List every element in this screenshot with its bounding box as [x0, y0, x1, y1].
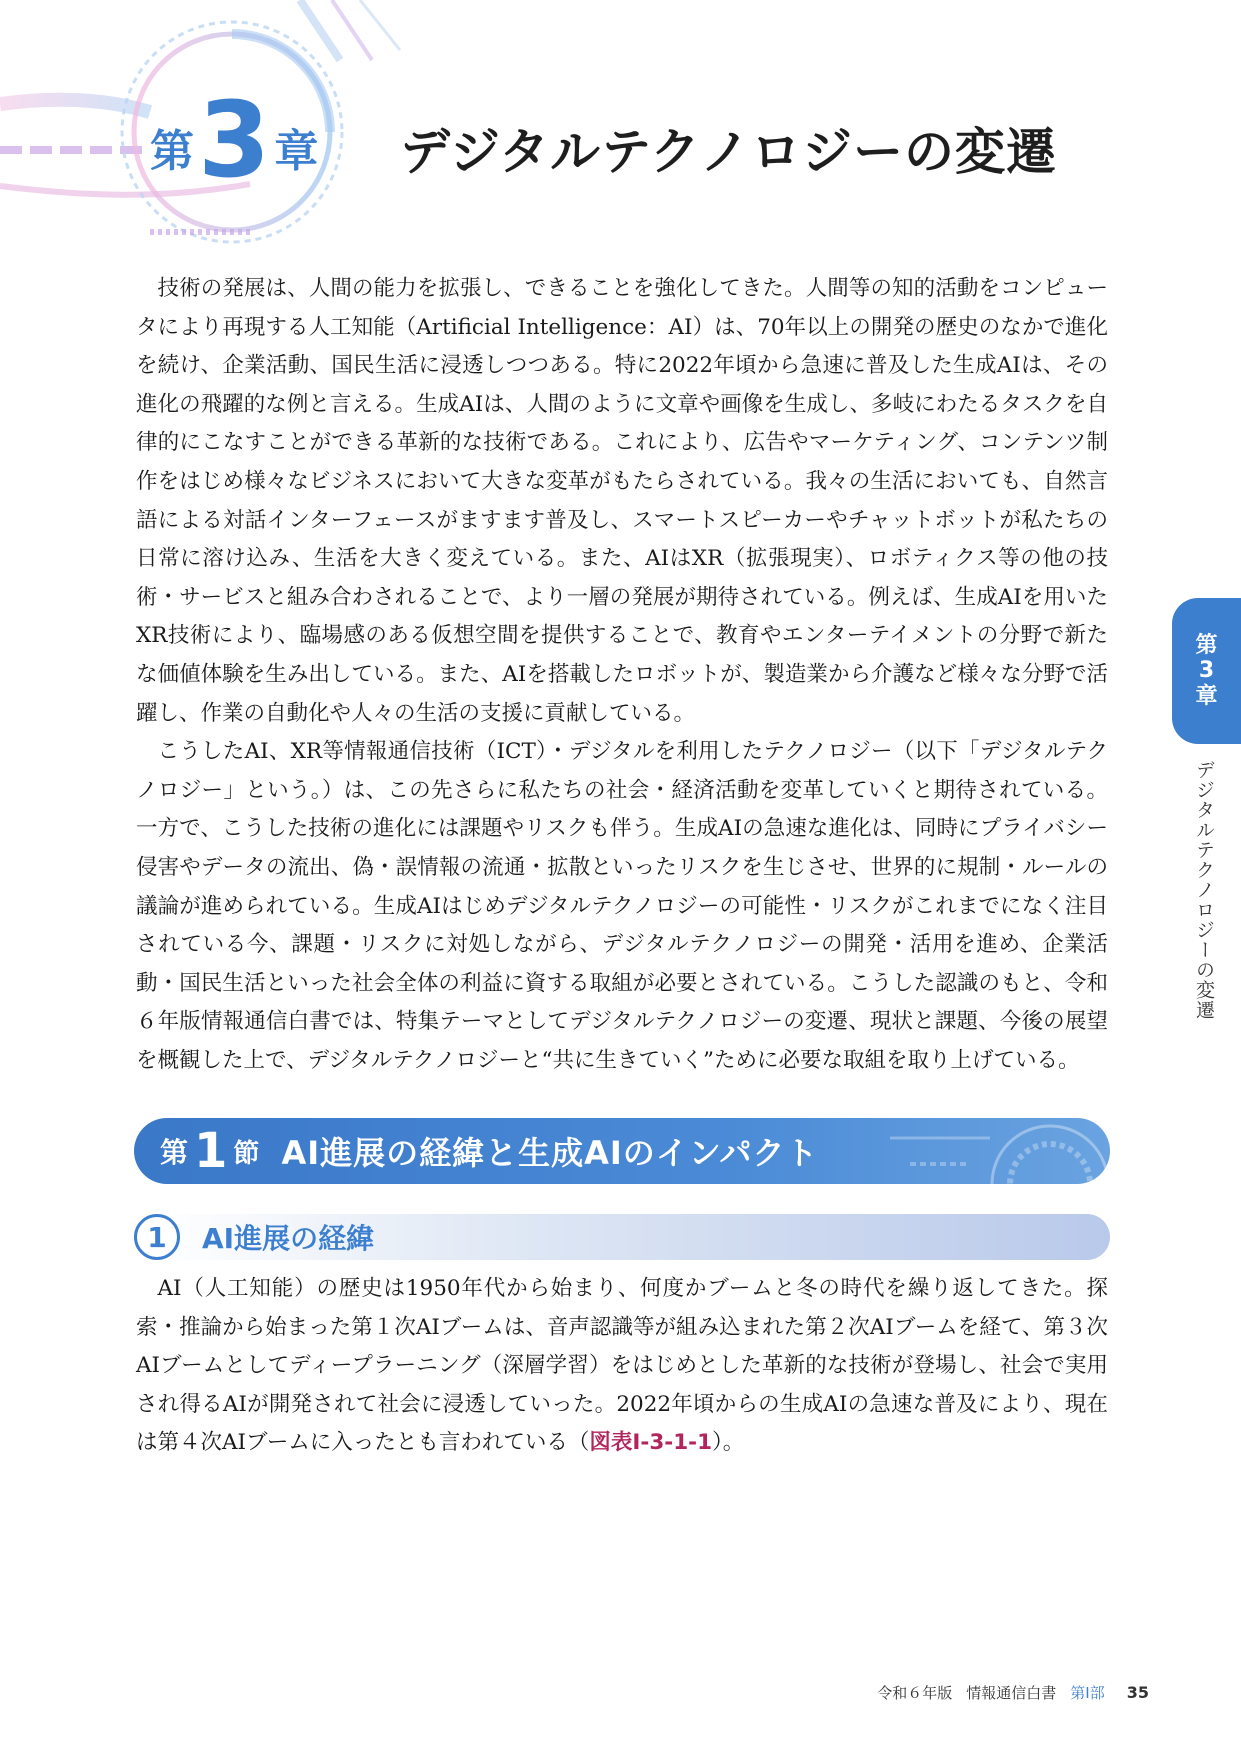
section-text [136, 1270, 1108, 1463]
side-chapter-tab [1172, 598, 1241, 744]
chapter-number: 3 [198, 79, 271, 201]
section-paragraph [136, 1270, 1108, 1463]
side-tab-prefix: 第 [1195, 633, 1218, 659]
page-footer [877, 1682, 1149, 1703]
chapter-prefix: 第 [150, 126, 194, 177]
section-number: 1 [194, 1123, 228, 1179]
side-tab-number: 3 [1198, 658, 1215, 684]
side-tab-suffix: 章 [1195, 683, 1218, 709]
section-heading [134, 1118, 1110, 1184]
section-decoration-icon [850, 1118, 1110, 1184]
section-suffix: 節 [233, 1138, 260, 1169]
intro-paragraph-2: こうしたAI、XR等情報通信技術（ICT）・デジタルを利用したテクノロジー（以下「デジタルテクノロジー」という。）は、この先さらに私たちの社会・経済活動を変革していくと期待されている。一方で、こうした技術の進化には課題やリスクも伴う。生成AIの急速な進化は、同時にプライバシー侵害やデータの流出、偽・誤情報の流通・拡散といったリスクを生じさせ、世界的に規制・ルールの議論が進められている。生成AIはじめデジタルテクノロジーの可能性・リスクがこれまでになく注目されている今、課題・リスクに対処しながら、デジタルテクノロジーの開発・活用を進め、企業活動・国民生活といった社会全体の利益に資する取組が必要とされている。こうした認識のもと、令和６年版情報通信白書では、特集テーマとしてデジタルテクノロジーの変遷、現状と課題、今後の展望を概観した上で、デジタルテクノロジーと“共に生きていく”ために必要な取組を取り上げている。 [136, 739, 1108, 1073]
section-paragraph-body: AI（人工知能）の歴史は1950年代から始まり、何度かブームと冬の時代を繰り返してきた。探索・推論から始まった第１次AIブームは、音声認識等が組み込まれた第２次AIブームを経て、第３次AIブームとしてディープラーニング（深層学習）をはじめとした革新的な技術が登場し、社会で実用され得るAIが開発されて社会に浸透していった。2022年頃からの生成AIの急速な普及により、現在は第４次AIブームに入ったとも言われている（ [136, 1276, 1108, 1456]
subsection-heading [134, 1214, 1110, 1260]
subsection-number: 1 [134, 1214, 180, 1260]
intro-paragraph-1: 技術の発展は、人間の能力を拡張し、できることを強化してきた。人間等の知的活動をコンピュータにより再現する人工知能（Artificial Intelligence：AI）は、70年以上の開発の歴史のなかで進化を続け、企業活動、国民生活に浸透しつつある。特に2022年頃から急速に普及した生成AIは、その進化の飛躍的な例と言える。生成AIは、人間のように文章や画像を生成し、多岐にわたるタスクを自律的にこなすことができる革新的な技術である。これにより、広告やマーケティング、コンテンツ制作をはじめ様々なビジネスにおいて大きな変革がもたらされている。我々の生活においても、自然言語による対話インターフェースがますます普及し、スマートスピーカーやチャットボットが私たちの日常に溶け込み、生活を大きく変えている。また、AIはXR（拡張現実）、ロボティクス等の他の技術・サービスと組み合わされることで、より一層の発展が期待されている。例えば、生成AIを用いたXR技術により、臨場感のある仮想空間を提供することで、教育やエンターテイメントの分野で新たな価値体験を生み出している。また、AIを搭載したロボットが、製造業から介護など様々な分野で活躍し、作業の自動化や人々の生活の支援に貢献している。 [136, 276, 1108, 726]
page-number: 35 [1126, 1683, 1149, 1702]
figure-reference-link[interactable]: 図表Ⅰ-3-1-1 [589, 1430, 713, 1456]
side-chapter-title: デジタルテクノロジーの変遷 [1193, 760, 1215, 1020]
footer-part: 第Ⅰ部 [1070, 1684, 1105, 1702]
chapter-label [150, 79, 319, 201]
chapter-title: デジタルテクノロジーの変遷 [400, 123, 1057, 181]
footer-edition: 令和６年版 [877, 1684, 953, 1702]
section-paragraph-end: ）。 [712, 1430, 745, 1456]
section-prefix: 第 [160, 1136, 189, 1169]
subsection-title: AI進展の経緯 [202, 1222, 375, 1255]
chapter-suffix: 章 [274, 126, 319, 177]
intro-text [136, 270, 1108, 1080]
footer-book: 情報通信白書 [966, 1684, 1057, 1702]
section-title: AI進展の経緯と生成AIのインパクト [281, 1134, 819, 1172]
